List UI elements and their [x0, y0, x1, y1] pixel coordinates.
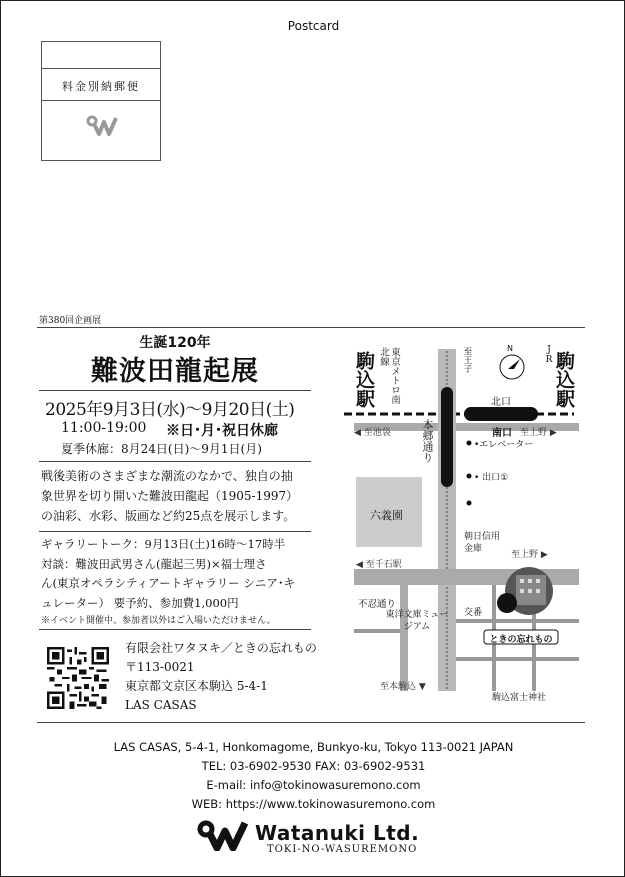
exhibition-dates: 2025年9月3日(水)〜9月20日(土): [45, 400, 295, 420]
footer-contact: [1, 738, 625, 814]
komagome-station-jr: 駒込駅: [553, 351, 575, 408]
bottom-divider: [37, 722, 585, 723]
metro-line-label: 東京メトロ南北線: [378, 347, 400, 404]
north-arrow-icon: [500, 355, 524, 379]
talk-divider: [39, 629, 311, 630]
brand-subtitle: TOKI-NO-WASUREMONO: [267, 844, 418, 855]
south-exit-label: 南口: [492, 428, 512, 439]
to-ueno-label: 至上野 ▶: [520, 428, 557, 438]
stamp-box: [41, 41, 161, 161]
company-name: 有限会社ワタヌキ／ときの忘れもの: [125, 641, 317, 655]
toyo-bunko-label: 東洋文庫ミュージアム: [385, 610, 449, 632]
footer-tel: TEL: 03-6902-9530 FAX: 03-6902-9531: [201, 759, 426, 773]
postcard-label: Postcard: [287, 19, 340, 33]
stamp-box-mid-line: [42, 100, 160, 101]
description-line: 象世界を切り開いた難波田龍起（1905-1997）: [41, 489, 299, 503]
summer-break: 夏季休廊：8月24日(日)〜9月1日(月): [61, 442, 262, 456]
talk-line: ん(東京オペラシティアートギャラリー シニア･キ: [41, 576, 296, 590]
talk-note: ※イベント開催中、参加者以外はご入場いただけません。: [41, 616, 276, 626]
gallery-talk: [41, 535, 313, 613]
to-senkoku-label: ◀ 至千石駅: [356, 560, 402, 570]
to-ueno-label-2: 至上野 ▶: [511, 550, 548, 560]
to-oji-label: 至王子: [462, 347, 472, 373]
exhibition-hours: 11:00-19:00: [61, 420, 147, 436]
north-exit-label: 北口: [491, 397, 511, 408]
access-map: [344, 341, 584, 701]
top-divider: [37, 327, 585, 328]
description-line: 戦後美術のさまざまな潮流のなかで、独自の抽: [41, 469, 293, 483]
talk-line: ギャラリートーク：9月13日(土)16時〜17時半: [41, 537, 286, 551]
footer-address: LAS CASAS, 5-4-1, Honkomagome, Bunkyo-ku, Tokyo 113-0021 JAPAN: [113, 740, 514, 754]
north-label: N: [507, 344, 513, 353]
elevator-label: •エレベーター: [474, 440, 534, 450]
rikugien-label: 六義園: [370, 509, 403, 522]
to-ikebukuro-label: ◀ 至池袋: [354, 428, 391, 438]
venue-address: 東京都文京区本駒込 5-4-1: [125, 679, 268, 693]
description-line: の油彩、水彩、版画など約25点を展示します。: [41, 509, 296, 523]
bank-label: 朝日信用金庫: [464, 532, 501, 554]
title-divider: [39, 390, 311, 391]
venue-info: [125, 639, 317, 715]
brand-name: Watanuki Ltd.: [255, 821, 420, 845]
gallery-label: ときの忘れもの: [489, 635, 553, 645]
jr-label: JR: [544, 345, 554, 365]
koban-label: 交番: [464, 608, 483, 618]
dates-divider: [39, 461, 311, 462]
postal-code: 〒113-0021: [125, 660, 195, 674]
talk-line: 対談：難波田武男さん(龍起三男)×福士理さ: [41, 556, 267, 571]
exhibition-subtitle: 生誕120年: [139, 335, 211, 351]
footer-web[interactable]: WEB: https://www.tokinowasuremono.com: [191, 797, 436, 811]
shinobazu-street-label: 不忍通り: [358, 599, 397, 610]
exit1-label: • 出口①: [474, 473, 509, 483]
description-divider: [39, 531, 311, 532]
footer-email[interactable]: E-mail: info@tokinowasuremono.com: [206, 778, 421, 792]
watanuki-logo-icon: [197, 819, 253, 851]
exhibition-series: 第380回企画展: [39, 316, 102, 326]
stamp-box-top-line: [42, 68, 160, 69]
hongo-street-label: 本郷通り: [421, 419, 434, 463]
stamp-box-text: 料金別納郵便: [62, 80, 140, 93]
exhibition-closed-days: ※日･月･祝日休廊: [166, 423, 278, 439]
komagome-station-metro: 駒込駅: [353, 351, 375, 408]
exhibition-description: [41, 466, 313, 526]
talk-line: ュレーター） 要予約、参加費1,000円: [41, 595, 239, 610]
to-honkomagome-label: 至本駒込 ▼: [380, 682, 426, 692]
qr-code[interactable]: [47, 647, 109, 709]
fuji-shrine-label: 駒込富士神社: [492, 693, 547, 703]
exhibition-title: 難波田龍起展: [91, 356, 259, 387]
watanuki-stamp-logo-icon: [86, 114, 120, 136]
building-name: LAS CASAS: [125, 698, 197, 712]
